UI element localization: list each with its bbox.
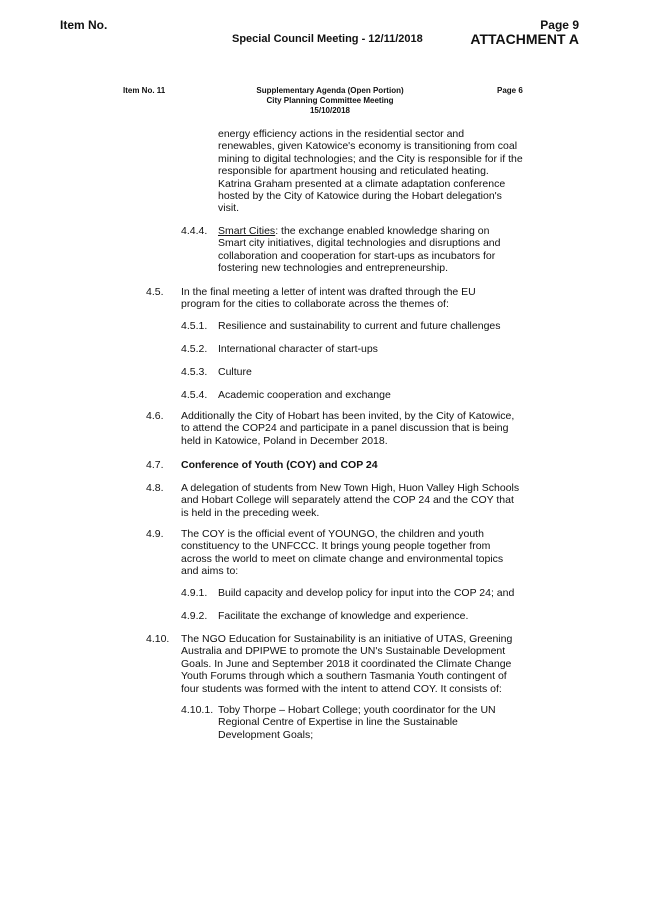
inner-item-no: Item No. 11 xyxy=(123,86,166,95)
smart-cities-heading: Smart Cities xyxy=(218,225,276,237)
section-4-9-1 xyxy=(218,587,538,599)
section-number: 4.9.2. xyxy=(181,610,208,622)
section-number: 4.10. xyxy=(146,633,170,645)
section-4-5-4 xyxy=(218,389,538,401)
section-number: 4.8. xyxy=(146,482,164,494)
section-text: In the final meeting a letter of intent was drafted through the EU program for the cities to collaborate across the themes of: xyxy=(181,286,476,311)
section-number: 4.5.2. xyxy=(181,343,208,355)
meeting-title: Special Council Meeting - 12/11/2018 xyxy=(232,33,423,45)
inner-title-line2: City Planning Committee Meeting xyxy=(266,96,394,105)
attachment-label: ATTACHMENT A xyxy=(470,31,579,47)
section-4-5-3 xyxy=(218,366,538,378)
section-number: 4.4.4. xyxy=(181,225,208,237)
section-text: International character of start-ups xyxy=(218,343,378,355)
section-text: Build capacity and develop policy for input into the COP 24; and xyxy=(218,587,515,599)
section-4-6 xyxy=(181,410,523,447)
section-text: The NGO Education for Sustainability is an initiative of UTAS, Greening Australia and DPIPWE to promote the UN's Sustainable Development Goals. In June and September 2018 it coordinated the Climate Change Youth Forums through which a southern Tasmania Youth contingent of four students was formed with the intent to attend COY. It consists of: xyxy=(181,633,513,695)
section-4-9 xyxy=(181,528,517,578)
section-number: 4.5.1. xyxy=(181,320,208,332)
section-number: 4.5.3. xyxy=(181,366,208,378)
section-4-5-2 xyxy=(218,343,538,355)
inner-title-date: 15/10/2018 xyxy=(309,106,351,115)
outer-page-number: Page 9 xyxy=(540,18,579,32)
section-number: 4.9.1. xyxy=(181,587,208,599)
section-number: 4.7. xyxy=(146,459,164,471)
section-number: 4.6. xyxy=(146,410,164,422)
section-number: 4.10.1. xyxy=(181,704,214,716)
section-4-9-2 xyxy=(218,610,538,622)
section-4-7 xyxy=(181,459,511,471)
section-text: Resilience and sustainability to current and future challenges xyxy=(218,320,501,332)
section-4-10 xyxy=(181,633,521,695)
continued-text: energy efficiency actions in the residential sector and renewables, given Katowice's economy is transitioning from coal mining to digital technologies; and the City is responsible for if the responsible for apartment housing and reticulated heating. Katrina Graham presented at a climate adaptation conference hosted by the City of Katowice during the Hobart delegation's visit. xyxy=(218,128,523,215)
outer-item-no: Item No. xyxy=(60,18,108,32)
section-4-4-4 xyxy=(218,225,518,275)
section-number: 4.9. xyxy=(146,528,164,540)
section-text: The COY is the official event of YOUNGO, the children and youth constituency to the UNFCCC. It brings young people together from across the world to meet on climate change and environmental topics and aims to: xyxy=(181,528,504,578)
inner-title xyxy=(230,86,430,116)
section-4-10-1 xyxy=(218,704,508,741)
inner-title-line1: Supplementary Agenda (Open Portion) xyxy=(256,86,404,95)
continued-paragraph xyxy=(218,128,523,215)
section-text: Additionally the City of Hobart has been invited, by the City of Katowice, to attend the COP24 and participate in a panel discussion that is being held in Katowice, Poland in December 2018. xyxy=(181,410,515,447)
section-number: 4.5. xyxy=(146,286,164,298)
section-4-5 xyxy=(181,286,511,311)
section-text: Academic cooperation and exchange xyxy=(218,389,391,401)
inner-page-number: Page 6 xyxy=(497,86,523,95)
section-heading: Conference of Youth (COY) and COP 24 xyxy=(181,459,378,471)
section-text: : the exchange enabled knowledge sharing on Smart city initiatives, digital technologies and disruptions and collaboration and cooperation for start-ups as incubators for fostering new technologies and entrepreneurship. xyxy=(218,225,501,275)
section-text: Culture xyxy=(218,366,252,378)
section-4-8 xyxy=(181,482,521,519)
section-4-5-1 xyxy=(218,320,538,332)
section-text: Facilitate the exchange of knowledge and experience. xyxy=(218,610,469,622)
section-text: Toby Thorpe – Hobart College; youth coordinator for the UN Regional Centre of Expertise in line the Sustainable Development Goals; xyxy=(218,704,496,741)
section-text: A delegation of students from New Town High, Huon Valley High Schools and Hobart College will separately attend the COP 24 and the COY that is held in the preceding week. xyxy=(181,482,520,519)
section-number: 4.5.4. xyxy=(181,389,208,401)
